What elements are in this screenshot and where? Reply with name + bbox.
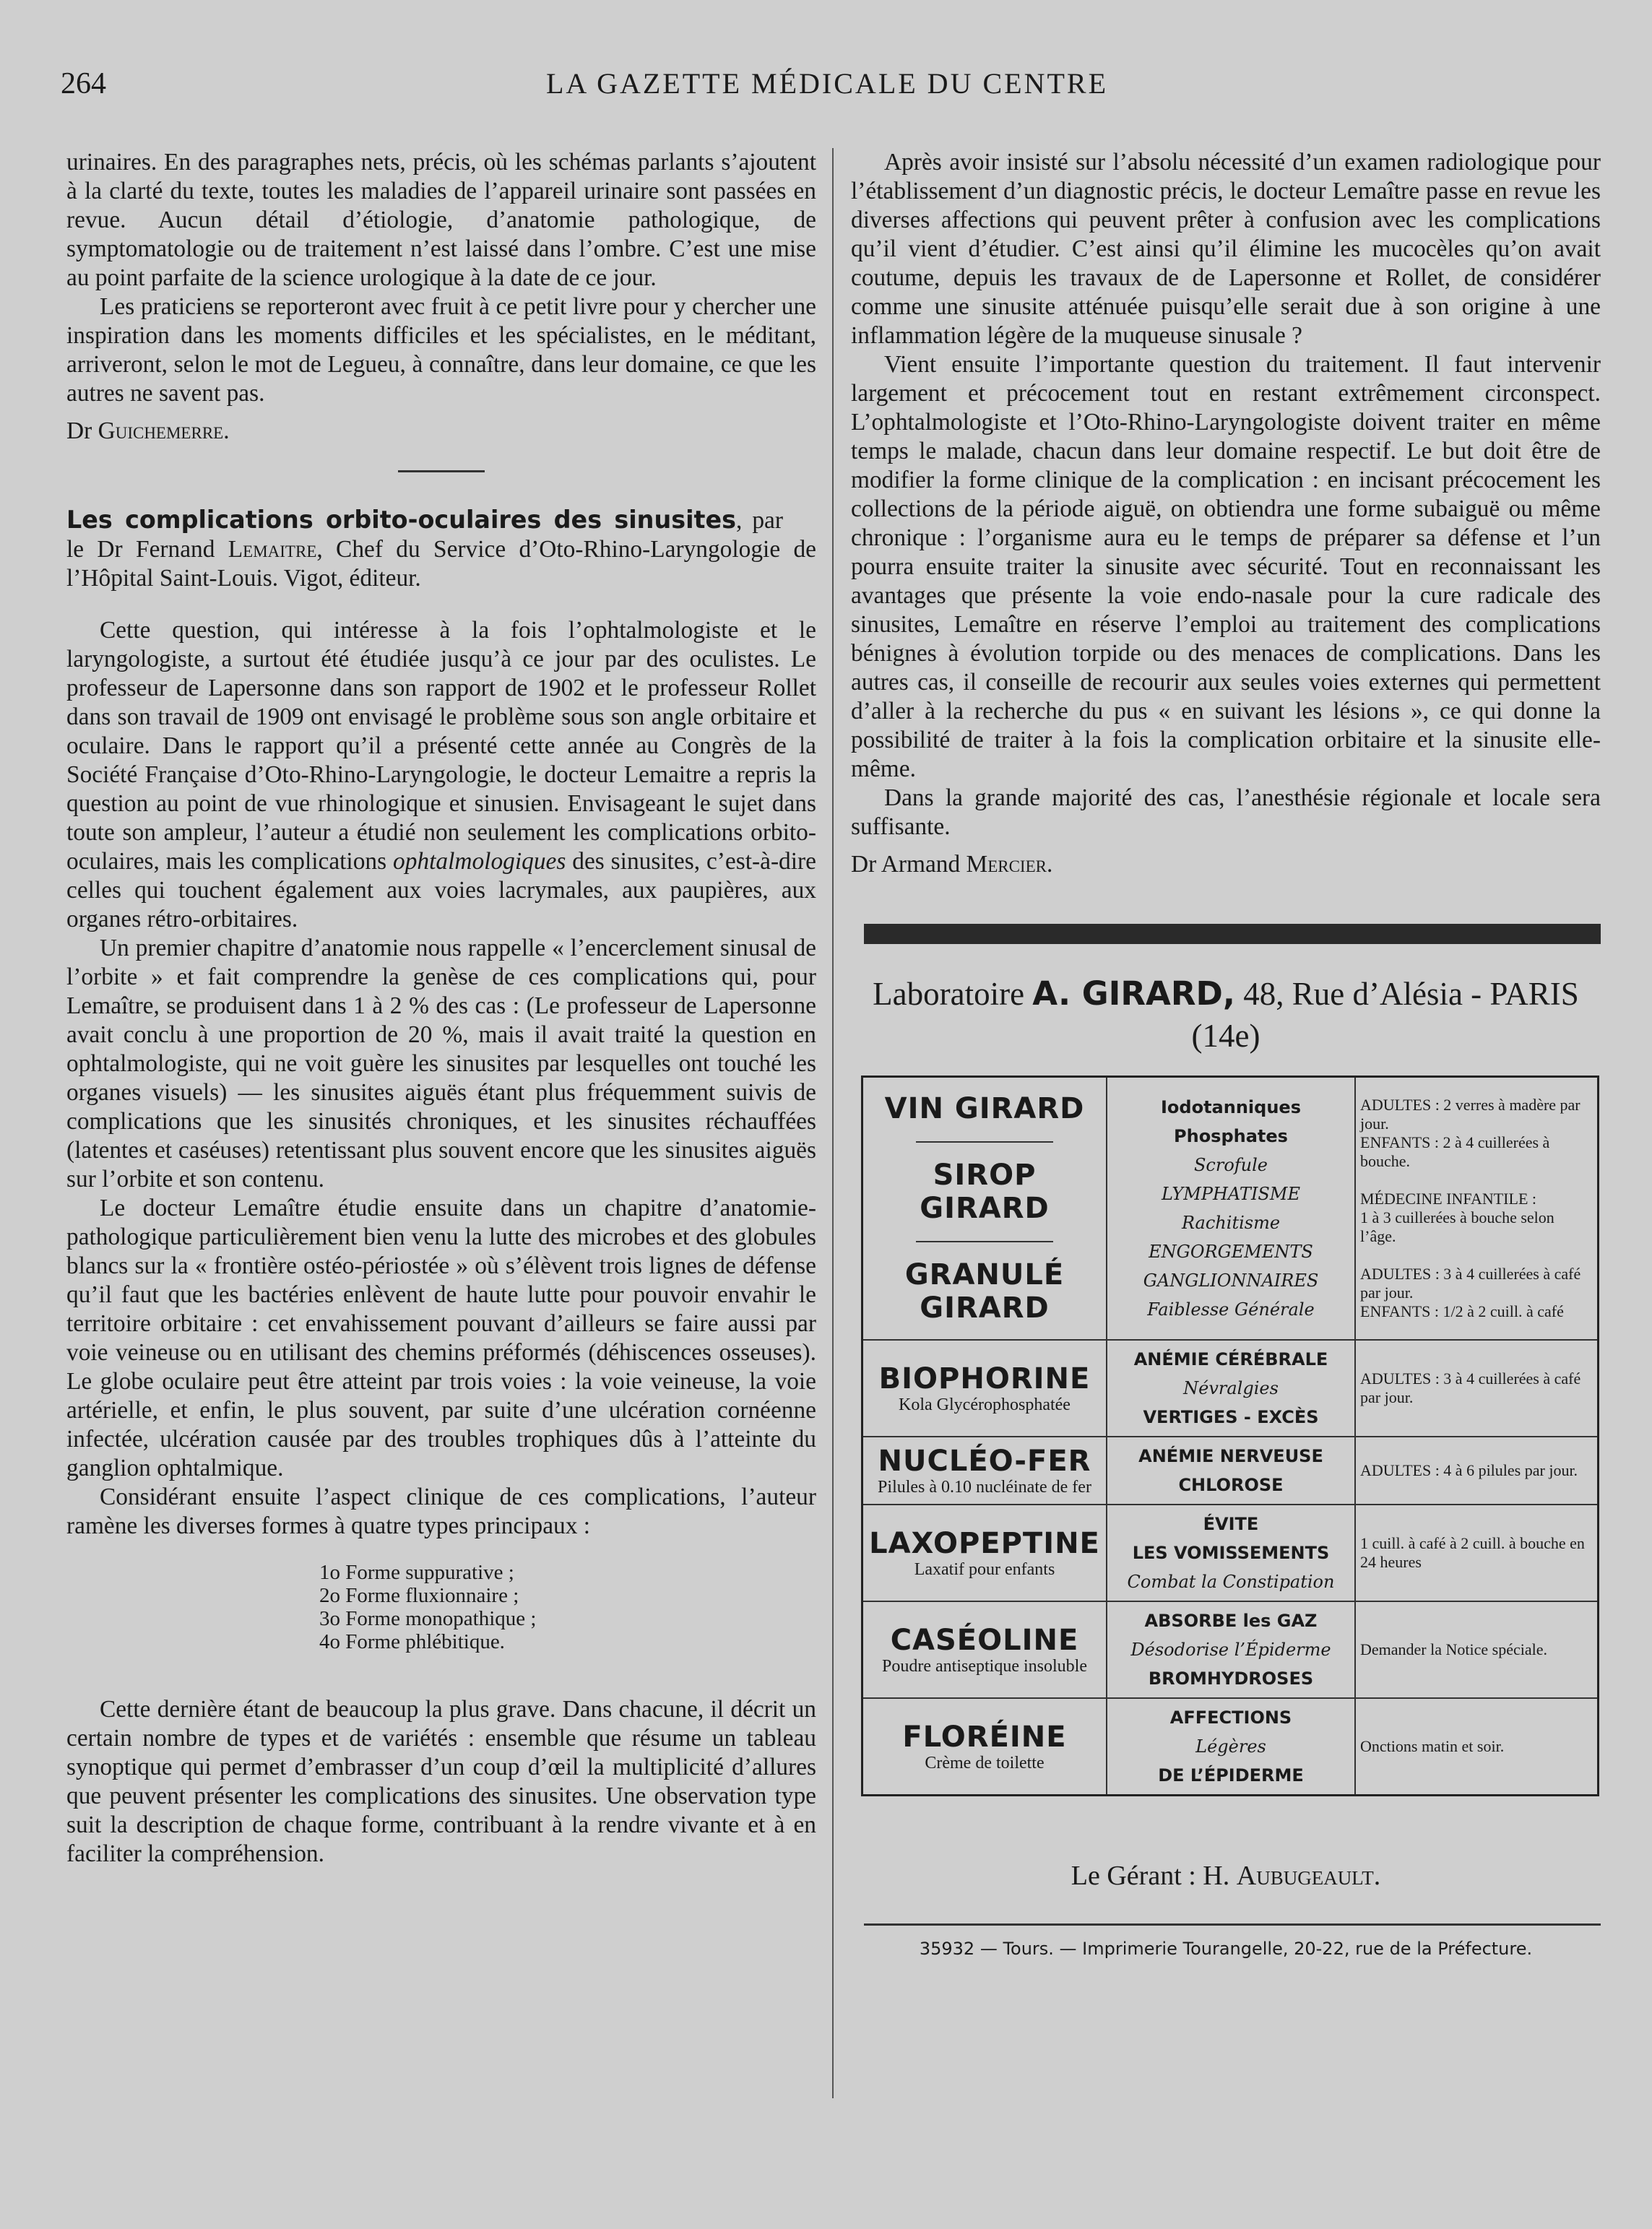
list-item: 4o Forme phlébitique. xyxy=(319,1630,505,1653)
left-column xyxy=(66,148,816,1869)
paragraph: Vient ensuite l’importante question du traitement. Il faut intervenir largement et précocement tout en restant extrêmement circonspect. L’ophtalmologiste et l’Oto-Rhino-Laryngologiste doivent traiter en même temps le malade, chacun dans leur domaine respectif. Le but doit être de modifier la forme clinique de la complication : en incisant précocement les collections de la période aiguë, on obtiendra une forme subaiguë ou même chronique : l’organisme aura eu le temps de préparer sa défense et l’un pourra ensuite traiter la sinusite avec sécurité. Tout en reconnaissant les avantages que présente la voie endo-nasale pour la cure radicale des sinusites, Lemaître en réserve l’emploi au traitement des complications bénignes à évolution torpide ou des menaces de complications. Dans les autres cas, il conseille de recourir aux seules voies externes qui permettent d’aller à la recherche du pus « en suivant les lésions », ce qui donne la possibilité de traiter à la fois la complication orbitaire et la sinusite elle-même. xyxy=(851,351,1601,782)
page-number: 264 xyxy=(61,67,106,100)
signature: Dr Guichemerre. xyxy=(66,417,230,444)
paragraph: Après avoir insisté sur l’absolu nécessité d’un examen radiologique pour l’établissement d’un diagnostic précis, le docteur Lemaître passe en revue les diverses affections qui peuvent prêter à confusion avec les complications qu’il vient d’étudier. C’est ainsi qu’il élimine les mucocèles qu’on avait coutume, depuis les travaux de de Lapersonne et Rollet, de considérer comme une sinusite atténuée puisqu’elle serait due à son origine à une inflammation légère de la muqueuse sinusale ? xyxy=(851,149,1601,349)
product-name: BIOPHORINE xyxy=(878,1362,1091,1395)
paragraph: urinaires. En des paragraphes nets, précis, où les schémas parlants s’ajoutent à la clarté du texte, toutes les maladies de l’appareil urinaire sont passées en revue. Aucun détail d’étiologie, d’anatomie pathologique, de symptomatologie ou de traitement n’est laissé dans l’ombre. C’est une mise au point parfaite de la science urologique à la date de ce jour. xyxy=(66,149,816,291)
paragraph: Considérant ensuite l’aspect clinique de ces complications, l’auteur ramène les diverses formes à quatre types principaux : xyxy=(66,1484,816,1539)
advert-table xyxy=(861,1075,1599,1796)
paragraph: Dans la grande majorité des cas, l’anesthésie régionale et locale sera suffisante. xyxy=(851,784,1601,840)
product-name: SIROP GIRARD xyxy=(920,1159,1050,1225)
section-separator xyxy=(398,470,485,472)
column-divider xyxy=(832,148,834,2098)
product-name: LAXOPEPTINE xyxy=(869,1527,1100,1560)
product-name: VIN GIRARD xyxy=(884,1092,1085,1125)
laboratory-heading: Laboratoire A. GIRARD, 48, Rue d’Alésia - PARIS (14e) xyxy=(873,974,1579,1054)
product-cell xyxy=(862,1077,1107,1341)
table-row: NUCLÉO-FER Pilules à 0.10 nucléinate de fer ANÉMIE NERVEUSE CHLOROSE ADULTES : 4 à 6 pilules par jour. xyxy=(862,1437,1599,1505)
paragraph: Un premier chapitre d’anatomie nous rappelle « l’encerclement sinusal de l’orbite » et fait comprendre la genèse de ces complications qui, pour Lemaître, se produisent dans 1 à 2 % des cas : (Le professeur de Lapersonne avait conclu à une proportion de 20 %, mais il avait traité la question en ophtalmologiste, qui ne voit guère les sinusites par lesquelles ont touché les organes visuels) — les sinusites aiguës étant plus fréquemment suivis de complications que les sinusités chroniques, et les sinusites réchauffées (latentes et caséuses) retentissant plus souvent encore que les sinusites aiguës sur l’orbite et son contenu. xyxy=(66,935,816,1193)
product-name: FLORÉINE xyxy=(902,1721,1067,1754)
journal-title: LA GAZETTE MÉDICALE DU CENTRE xyxy=(545,67,1108,100)
manager-line: Le Gérant : H. Aubugeault. xyxy=(1071,1861,1381,1891)
product-name: GRANULÉ GIRARD xyxy=(904,1258,1065,1325)
indication-cell: Iodotanniques Phosphates Scrofule LYMPHATISME Rachitisme ENGORGEMENTS GANGLIONNAIRES Faiblesse Générale xyxy=(1107,1077,1355,1341)
table-row: FLORÉINE Crème de toilette AFFECTIONS Légères DE L’ÉPIDERME Onctions matin et soir. xyxy=(862,1698,1599,1796)
table-row: BIOPHORINE Kola Glycérophosphatée ANÉMIE CÉRÉBRALE Névralgies VERTIGES - EXCÈS ADULTES : 3 à 4 cuillerées à café par jour. xyxy=(862,1340,1599,1437)
review-title: Les complications orbito-oculaires des sinusites xyxy=(66,506,737,534)
paragraph: Cette dernière étant de beaucoup la plus grave. Dans chacune, il décrit un certain nombre de types et de variétés : ensemble que résume un tableau synoptique qui permet d’embrasser d’un coup d’œil la multiplicité d’allures que peuvent présenter les complications des sinusites. Une observation type suit la description de chaque forme, contribuant à la rendre vivante et à en faciliter la compréhension. xyxy=(66,1696,816,1867)
footer-rule xyxy=(864,1923,1601,1926)
list-item: 1o Forme suppurative ; xyxy=(319,1561,514,1584)
product-name: CASÉOLINE xyxy=(890,1624,1079,1657)
review-heading: Les complications orbito-oculaires des sinusites, par le Dr Fernand Lemaitre, Chef du Service d’Oto-Rhino-Laryngologie de l’Hôpital Saint-Louis. Vigot, éditeur. xyxy=(66,506,816,592)
list-item: 3o Forme monopathique ; xyxy=(319,1607,537,1630)
table-row: LAXOPEPTINE Laxatif pour enfants ÉVITE LES VOMISSEMENTS Combat la Constipation 1 cuill. à café à 2 cuill. à bouche en 24 heures xyxy=(862,1505,1599,1601)
dosage-cell: ADULTES : 2 verres à madère par jour. ENFANTS : 2 à 4 cuillerées à bouche. MÉDECINE INFANTILE : 1 à 3 cuillerées à bouche selon l’âge. ADULTES : 3 à 4 cuillerées à café par jour. ENFANTS : 1/2 à 2 cuill. à café xyxy=(1355,1077,1599,1341)
paragraph: Les praticiens se reporteront avec fruit à ce petit livre pour y chercher une inspiration dans les moments difficiles et les spécialistes, en le méditant, arriveront, selon le mot de Legueu, à connaître, dans leur domaine, ce que les autres ne savent pas. xyxy=(66,293,816,407)
product-name: NUCLÉO-FER xyxy=(878,1445,1091,1478)
table-row: CASÉOLINE Poudre antiseptique insoluble ABSORBE les GAZ Désodorise l’Épiderme BROMHYDROSES Demander la Notice spéciale. xyxy=(862,1601,1599,1698)
printer-imprint: 35932 — Tours. — Imprimerie Tourangelle, 20-22, rue de la Préfecture. xyxy=(919,1939,1533,1959)
signature: Dr Armand Mercier. xyxy=(851,851,1053,878)
right-column xyxy=(851,148,1601,1963)
table-row xyxy=(862,1077,1599,1341)
page-header xyxy=(58,66,1596,110)
forms-list xyxy=(319,1561,816,1653)
advert-top-bar xyxy=(864,924,1601,944)
paragraph: Le docteur Lemaître étudie ensuite dans un chapitre d’anatomie-pathologique particulièrement bien venu la lutte des microbes et des globules blancs sur la « frontière ostéo-périostée » où s’élèvent trois lignes de défense qu’il faut que les bactéries enlèvent de haute lutte pour pouvoir envahir le territoire orbitaire : cet envahissement pouvant d’ailleurs se faire aussi par voie veineuse ou en utilisant des chemins préformés (déhiscences osseuses). Le globe oculaire peut être atteint par trois voies : la voie veineuse, la voie artérielle, et enfin, le plus souvent, par suite d’une ulcération cornéenne infectée, ulcération causée par des troubles trophiques dûs à l’atteinte du ganglion ophtalmique. xyxy=(66,1195,816,1481)
list-item: 2o Forme fluxionnaire ; xyxy=(319,1584,519,1607)
paragraph: Cette question, qui intéresse à la fois l’ophtalmologiste et le laryngologiste, a surtout été étudiée jusqu’à ce jour par des oculistes. Le professeur de Lapersonne dans son rapport de 1902 et le professeur Rollet dans son travail de 1909 ont envisagé le problème sous son angle orbitaire et oculaire. Dans le rapport qu’il a présenté cette année au Congrès de la Société Française d’Oto-Rhino-Laryngologie, le docteur Lemaitre a repris la question au point de vue rhinologique et sinusien. Envisageant le sujet dans toute son ampleur, l’auteur a étudié non seulement les complications orbito-oculaires, mais les complications ophtalmologiques des sinusites, c’est-à-dire celles qui touchent également aux voies lacrymales, aux paupières, aux organes rétro-orbitaires. xyxy=(66,617,816,932)
